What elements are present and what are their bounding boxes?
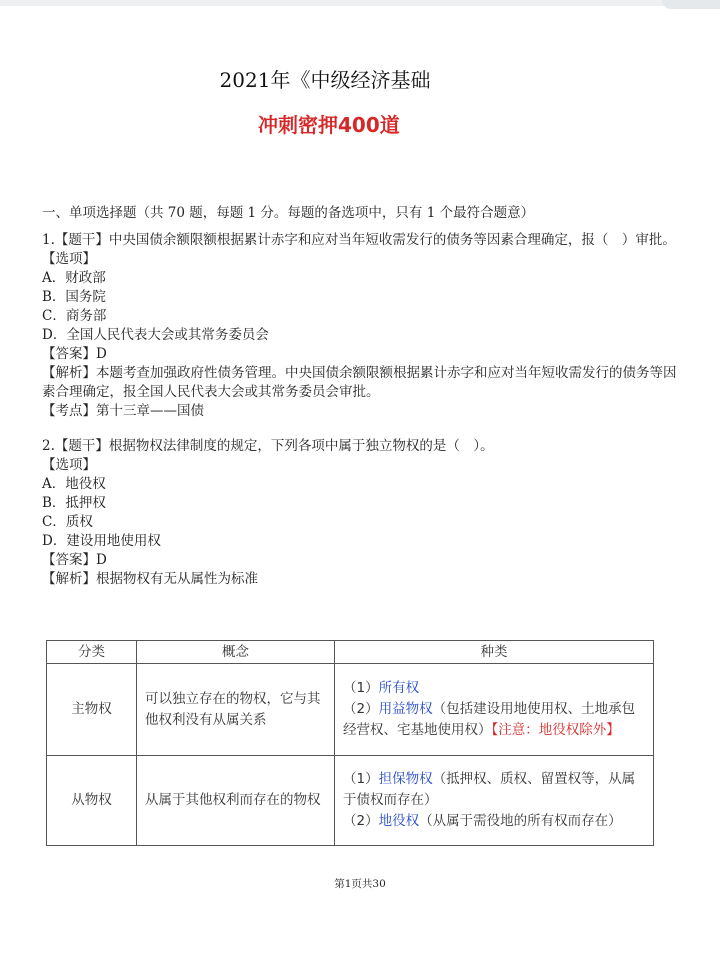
answer-line: 【答案】D (42, 346, 107, 362)
analysis-line: 【解析】本题考查加强政府性债务管理。中央国债余额限额根据累计赤字和应对当年短收需发行的债务等因素合理确定，报全国人民代表大会或其常务委员会审批。 (42, 365, 677, 400)
option-a: A．地役权 (42, 476, 106, 492)
cell-kinds (335, 664, 654, 756)
table-row (47, 756, 654, 846)
kind-detail: （抵押权、质权、留置权等，从属于债权而存在） (343, 771, 636, 808)
viewer-top-strip (0, 0, 720, 6)
kind-detail: （包括建设用地使用权、土地承包经营权、宅基地使用权） (343, 701, 636, 738)
question-stem: 2.【题干】根据物权法律制度的规定，下列各项中属于独立物权的是（ ）。 (42, 438, 494, 454)
header-category: 分类 (47, 641, 137, 664)
property-rights-table (46, 640, 654, 846)
kind-term: 所有权 (378, 680, 420, 696)
option-c: C．商务部 (42, 308, 107, 324)
kind-note: 【注意：地役权除外】 (491, 722, 620, 738)
option-c: C．质权 (42, 514, 93, 530)
kind-prefix: （1） (343, 680, 379, 696)
option-b: B．抵押权 (42, 495, 106, 511)
kind-prefix: （2） (343, 813, 379, 829)
kind-item-2 (343, 699, 645, 741)
cell-category: 主物权 (47, 664, 137, 756)
question-1 (42, 231, 682, 421)
header-concept: 概念 (137, 641, 335, 664)
option-b: B．国务院 (42, 289, 106, 305)
answer-line: 【答案】D (42, 552, 107, 568)
question-stem: 1.【题干】中央国债余额限额根据累计赤字和应对当年短收需发行的债务等因素合理确定，报（ ）审批。 (42, 232, 676, 248)
document-subtitle: 冲刺密押400道 (258, 113, 400, 137)
kind-item-1 (343, 769, 645, 811)
question-2 (42, 437, 682, 589)
key-point-line: 【考点】第十三章——国债 (42, 403, 204, 419)
table-row (47, 664, 654, 756)
kind-item-1 (343, 678, 645, 699)
kind-term: 地役权 (378, 813, 420, 829)
document-body (42, 204, 682, 589)
options-label: 【选项】 (42, 457, 96, 473)
section-heading: 一、单项选择题（共 70 题，每题 1 分。每题的备选项中，只有 1 个最符合题意） (42, 205, 535, 221)
option-d: D．全国人民代表大会或其常务委员会 (42, 327, 269, 343)
viewer-corner-tab[interactable] (662, 0, 720, 9)
kind-prefix: （2） (343, 701, 379, 717)
cell-concept: 可以独立存在的物权，它与其他权利没有从属关系 (137, 664, 335, 756)
cell-concept: 从属于其他权利而存在的物权 (137, 756, 335, 846)
cell-kinds (335, 756, 654, 846)
analysis-line: 【解析】根据物权有无从属性为标准 (42, 571, 258, 587)
option-d: D．建设用地使用权 (42, 533, 161, 549)
page-indicator: 第1页共30 (334, 878, 386, 890)
options-label: 【选项】 (42, 251, 96, 267)
header-kinds: 种类 (335, 641, 654, 664)
table-header-row (47, 641, 654, 664)
kind-prefix: （1） (343, 771, 379, 787)
kind-term: 担保物权 (378, 771, 433, 787)
cell-category: 从物权 (47, 756, 137, 846)
kind-term: 用益物权 (378, 701, 433, 717)
option-a: A．财政部 (42, 270, 106, 286)
kind-detail: （从属于需役地的所有权而存在） (419, 813, 622, 829)
question-spacer (42, 421, 682, 437)
document-title: 2021年《中级经济基础 (219, 68, 431, 92)
kind-item-2 (343, 811, 645, 832)
